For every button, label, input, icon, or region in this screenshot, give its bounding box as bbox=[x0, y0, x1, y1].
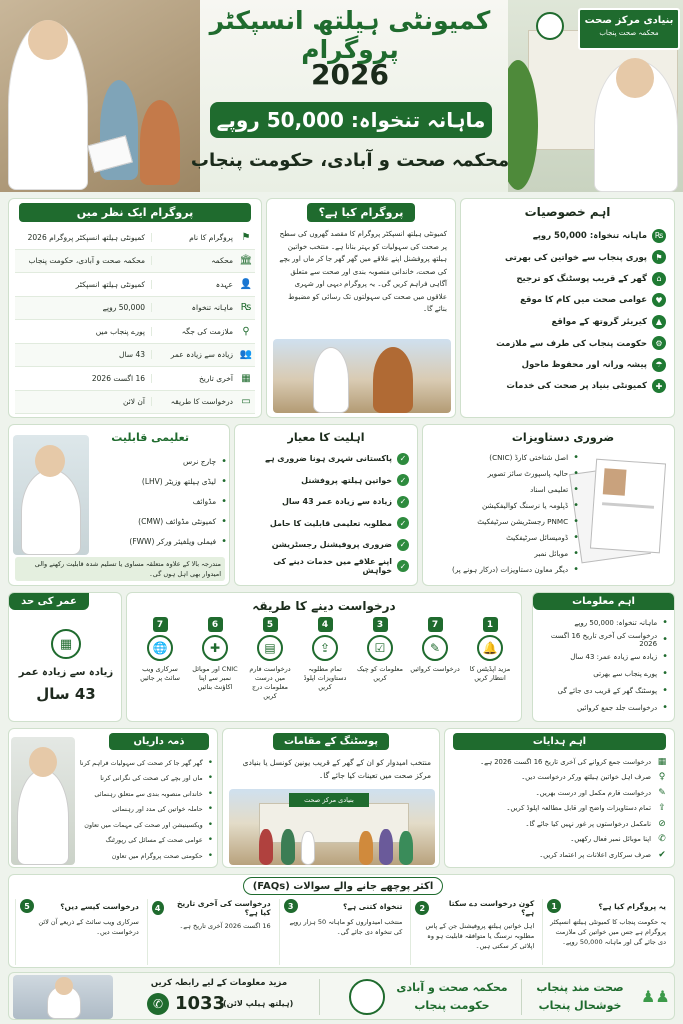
punjab-logo-icon bbox=[349, 979, 385, 1015]
overview-value: 16 اگست 2026 bbox=[91, 373, 145, 383]
eligibility-text: اپنے علاقے میں خدمات دینے کی خواہش bbox=[273, 557, 392, 576]
overview-row bbox=[15, 391, 255, 415]
eligibility-item bbox=[243, 513, 409, 535]
checklist-icon: ☑ bbox=[367, 635, 393, 661]
guidelines-title: اہم ہدایات bbox=[453, 733, 666, 750]
guidelines-card bbox=[444, 728, 675, 868]
document-text: PNMC رجسٹریشن سرٹیفکیٹ bbox=[477, 516, 569, 526]
process-step bbox=[245, 617, 295, 717]
overview-row bbox=[15, 320, 255, 344]
about-card bbox=[266, 198, 456, 418]
bullet-icon: • bbox=[662, 668, 668, 679]
guideline-text: درخواست فارم مکمل اور درست بھریں۔ bbox=[535, 788, 651, 797]
faq-answer: اہل خواتین ہیلتھ پروفیشنل جن کے پاس مطلوبہ نرسنگ یا متوافقہ قابلیت ہو وہ اپلائی کر سکتی ہیں۔ bbox=[425, 922, 535, 950]
guideline-text: درخواست جمع کروانے کی آخری تاریخ 16 اگست 2026 ہے۔ bbox=[480, 757, 651, 766]
feature-text: ماہانہ تنخواہ: 50,000 روپے bbox=[532, 231, 647, 242]
faq-item[interactable] bbox=[279, 899, 407, 965]
eligibility-item bbox=[243, 448, 409, 470]
overview-label: درخواست کا طریقہ bbox=[151, 397, 237, 406]
guideline-icon: ♀ bbox=[658, 772, 666, 783]
header-banner bbox=[0, 0, 683, 192]
overview-table bbox=[9, 226, 261, 414]
faq-number: 3 bbox=[284, 899, 298, 913]
faq-item[interactable] bbox=[15, 899, 143, 965]
feature-text: عوامی صحت میں کام کا موقع bbox=[520, 295, 647, 306]
feature-item bbox=[469, 311, 666, 333]
overview-row-icon: ▦ bbox=[241, 372, 251, 384]
duty-item bbox=[79, 771, 213, 787]
education-photo bbox=[13, 435, 89, 555]
info-text: درخواست کی آخری تاریخ 16 اگست 2026 bbox=[550, 631, 658, 648]
family-icon: ♟♟ bbox=[641, 987, 670, 1006]
overview-row-icon: ₨ bbox=[240, 302, 252, 314]
feature-item bbox=[469, 290, 666, 312]
overview-row-icon: ⚲ bbox=[242, 325, 250, 337]
eligibility-item bbox=[243, 491, 409, 513]
check-icon: ✓ bbox=[397, 453, 409, 465]
bullet-icon: • bbox=[573, 467, 579, 479]
faq-question: تنخواہ کتنی ہے؟ bbox=[343, 901, 403, 911]
age-text: زیادہ سے زیادہ عمر bbox=[18, 667, 114, 678]
education-item bbox=[95, 451, 227, 471]
guideline-item bbox=[451, 847, 668, 863]
step-label: درخواست فارم میں درست معلومات درج کریں bbox=[249, 665, 291, 700]
duty-item bbox=[79, 802, 213, 818]
step-number: 4 bbox=[318, 617, 333, 632]
duty-text: ویکسینیشن اور صحت کی مہمات میں تعاون bbox=[84, 820, 203, 829]
document-item bbox=[429, 545, 579, 561]
document-item bbox=[429, 561, 579, 577]
faq-answer: سرکاری ویب سائٹ کے ذریعے آن لائن درخواست دیں۔ bbox=[38, 918, 139, 936]
process-step bbox=[410, 617, 460, 717]
info-title: اہم معلومات bbox=[533, 593, 674, 610]
duties-photo bbox=[11, 737, 75, 865]
document-text: دیگر معاون دستاویزات (درکار ہونے پر) bbox=[452, 564, 569, 574]
documents-card bbox=[422, 424, 675, 586]
duty-item bbox=[79, 848, 213, 864]
guideline-icon: ✎ bbox=[658, 787, 666, 798]
process-step bbox=[300, 617, 350, 717]
overview-row-icon: 👥 bbox=[239, 349, 253, 361]
phone-icon: ✆ bbox=[147, 993, 169, 1015]
posting-text: منتخب امیدوار کو ان کے گھر کے قریب یونین کونسل یا بنیادی مرکز صحت میں تعینات کیا جائے گا۔ bbox=[242, 758, 431, 780]
overview-value: محکمہ صحت و آبادی، حکومت پنجاب bbox=[28, 256, 145, 266]
education-item bbox=[95, 531, 227, 551]
program-year: 2026 bbox=[311, 58, 389, 91]
guideline-icon: ⇪ bbox=[658, 803, 666, 814]
check-icon: ✓ bbox=[397, 517, 409, 529]
guideline-item bbox=[451, 816, 668, 832]
step-number: 7 bbox=[153, 617, 168, 632]
process-steps bbox=[135, 617, 515, 717]
about-photo bbox=[273, 339, 451, 413]
age-title: عمر کی حد bbox=[9, 593, 89, 610]
overview-label: عہدہ bbox=[151, 280, 237, 289]
program-title: کمیونٹی ہیلتھ انسپکٹر پروگرام bbox=[209, 6, 491, 64]
info-item bbox=[539, 631, 668, 648]
faq-item[interactable] bbox=[147, 899, 275, 965]
eligibility-text: مطلوبہ تعلیمی قابلیت کا حامل bbox=[269, 518, 392, 528]
document-item bbox=[429, 513, 579, 529]
age-value: 43 سال bbox=[36, 685, 96, 703]
education-item bbox=[95, 511, 227, 531]
step-label: معلومات کو چیک کریں bbox=[356, 665, 404, 682]
duties-card bbox=[8, 728, 218, 868]
guideline-text: اپنا موبائل نمبر فعال رکھیں۔ bbox=[570, 835, 651, 844]
contact-label: مزید معلومات کے لیے رابطہ کریں bbox=[150, 978, 288, 988]
document-text: تعلیمی اسناد bbox=[530, 484, 569, 494]
posting-card bbox=[222, 728, 440, 868]
faq-question-row bbox=[20, 899, 139, 913]
step-number: 6 bbox=[208, 617, 223, 632]
overview-value: 50,000 روپے bbox=[102, 303, 145, 313]
document-text: ڈپلومہ یا نرسنگ کوالیفکیشن bbox=[481, 500, 569, 510]
eligibility-list bbox=[235, 448, 417, 577]
step-number: 1 bbox=[483, 617, 498, 632]
guideline-text: صرف سرکاری اعلانات پر اعتماد کریں۔ bbox=[539, 850, 651, 859]
features-list bbox=[461, 225, 674, 397]
education-text: چارج نرس bbox=[182, 456, 217, 466]
eligibility-item bbox=[243, 470, 409, 492]
process-step bbox=[190, 617, 240, 717]
feature-item bbox=[469, 268, 666, 290]
overview-card bbox=[8, 198, 262, 418]
feature-icon: ✚ bbox=[652, 379, 666, 393]
guideline-text: نامکمل درخواستوں پر غور نہیں کیا جائے گا۔ bbox=[525, 819, 651, 828]
duty-item bbox=[79, 833, 213, 849]
posting-photo bbox=[229, 789, 435, 865]
faq-question-row bbox=[152, 899, 271, 917]
check-icon: ✓ bbox=[397, 496, 409, 508]
guideline-icon: ✆ bbox=[658, 834, 666, 845]
info-text: پورے پنجاب سے بھرتی bbox=[593, 669, 658, 678]
step-label: مزید اپڈیٹس کا انتظار کریں bbox=[469, 665, 511, 682]
overview-row-icon: ▭ bbox=[241, 396, 251, 408]
bullet-icon: • bbox=[573, 547, 579, 559]
footer-govt: حکومت پنجاب bbox=[414, 999, 490, 1012]
process-title: درخواست دینے کا طریقہ bbox=[252, 599, 396, 613]
globe-icon: 🌐 bbox=[147, 635, 173, 661]
eligibility-item bbox=[243, 534, 409, 556]
header-photo-right bbox=[508, 0, 683, 192]
features-card bbox=[460, 198, 675, 418]
duty-text: حکومتی صحت پروگرام میں تعاون bbox=[111, 851, 203, 860]
guidelines-list bbox=[445, 754, 674, 863]
duty-text: حاملہ خواتین کی مدد اور رہنمائی bbox=[112, 805, 203, 814]
education-text: مڈوائف bbox=[192, 496, 217, 506]
guideline-icon: ▦ bbox=[657, 756, 667, 767]
feature-item bbox=[469, 247, 666, 269]
info-text: درخواست جلد جمع کروائیں bbox=[576, 703, 658, 712]
overview-label: پروگرام کا نام bbox=[151, 233, 237, 242]
bullet-icon: • bbox=[573, 499, 579, 511]
process-card bbox=[126, 592, 522, 722]
eligibility-text: زیادہ سے زیادہ عمر 43 سال bbox=[281, 497, 392, 507]
faq-number: 2 bbox=[415, 901, 429, 915]
bullet-icon: • bbox=[221, 455, 227, 467]
overview-label: محکمہ bbox=[151, 256, 237, 265]
feature-icon: ₨ bbox=[652, 229, 666, 243]
overview-title: پروگرام ایک نظر میں bbox=[19, 203, 251, 222]
education-title: تعلیمی قابلیت bbox=[111, 431, 189, 444]
overview-label: ماہانہ تنخواہ bbox=[151, 303, 237, 312]
guideline-item bbox=[451, 770, 668, 786]
form-icon: ✎ bbox=[422, 635, 448, 661]
posting-title: پوسٹنگ کے مقامات bbox=[273, 733, 389, 750]
feature-icon: ☂ bbox=[652, 358, 666, 372]
footer-slogan-1: صحت مند پنجاب bbox=[536, 981, 624, 994]
bullet-icon: • bbox=[573, 515, 579, 527]
faq-number: 5 bbox=[20, 899, 34, 913]
faq-item[interactable] bbox=[410, 899, 538, 965]
info-text: ماہانہ تنخواہ: 50,000 روپے bbox=[574, 618, 658, 627]
bullet-icon: • bbox=[207, 835, 213, 846]
document-text: اصل شناختی کارڈ (CNIC) bbox=[489, 452, 569, 462]
step-label: سرکاری ویب سائٹ پر جائیں bbox=[140, 665, 180, 682]
guideline-item bbox=[451, 754, 668, 770]
education-text: لیڈی ہیلتھ وزیٹر (LHV) bbox=[141, 476, 217, 486]
feature-item bbox=[469, 225, 666, 247]
bullet-icon: • bbox=[207, 819, 213, 830]
education-note: مندرجہ بالا کے علاوہ متعلقہ مساوی یا تسلیم شدہ قابلیت رکھنے والی امیدوار بھی اہل ہوں گی۔ bbox=[15, 557, 225, 581]
documents-title: ضروری دستاویزات bbox=[511, 431, 615, 444]
faq-answer: 16 اگست 2026 آخری تاریخ ہے۔ bbox=[179, 922, 271, 930]
faq-card bbox=[8, 874, 675, 968]
feature-item bbox=[469, 354, 666, 376]
info-text: پوسٹنگ گھر کے قریب دی جائے گی bbox=[557, 686, 658, 695]
info-item bbox=[539, 614, 668, 631]
posting-sign: بنیادی مرکز صحت bbox=[289, 793, 369, 807]
education-list bbox=[95, 451, 227, 551]
overview-row-icon: 👤 bbox=[239, 278, 253, 290]
eligibility-item bbox=[243, 556, 409, 578]
faq-question: درخواست کی آخری تاریخ کیا ہے؟ bbox=[176, 899, 271, 917]
bullet-icon: • bbox=[573, 531, 579, 543]
faq-item[interactable] bbox=[542, 899, 670, 965]
overview-label: آخری تاریخ bbox=[151, 374, 237, 383]
age-card bbox=[8, 592, 122, 722]
education-text: فیملی ویلفیئر ورکر (FWW) bbox=[129, 536, 217, 546]
overview-row-icon: ⚑ bbox=[241, 231, 251, 243]
features-title: اہم خصوصیات bbox=[524, 205, 611, 219]
bullet-icon: • bbox=[662, 634, 668, 645]
add-user-icon: ✚ bbox=[202, 635, 228, 661]
feature-text: حکومت پنجاب کی طرف سے ملازمت bbox=[496, 338, 647, 349]
feature-icon: ♥ bbox=[652, 293, 666, 307]
bullet-icon: • bbox=[207, 757, 213, 768]
duties-list bbox=[79, 755, 213, 864]
documents-list bbox=[429, 449, 579, 577]
step-label: تمام مطلوبہ دستاویزات اپلوڈ کریں bbox=[303, 665, 347, 691]
duty-text: عوامی صحت کے مسائل کی رپورٹنگ bbox=[105, 836, 203, 845]
bullet-icon: • bbox=[662, 702, 668, 713]
bullet-icon: • bbox=[207, 788, 213, 799]
bullet-icon: • bbox=[573, 563, 579, 575]
bullet-icon: • bbox=[221, 515, 227, 527]
feature-text: گھر کے قریب پوسٹنگ کو ترجیح bbox=[516, 274, 647, 285]
faq-answer: یہ حکومت پنجاب کا کمیونٹی ہیلتھ انسپکٹر پروگرام ہے جس میں خواتین کی ملازمت دی جائے گی اور ماہانہ 50,000 روپے۔ bbox=[550, 918, 666, 946]
step-number: 3 bbox=[373, 617, 388, 632]
bullet-icon: • bbox=[207, 773, 213, 784]
step-label: CNIC اور موبائل نمبر سے اپنا اکاؤنٹ بنائیں bbox=[192, 665, 238, 691]
overview-value: کمیونٹی ہیلتھ انسپکٹر پروگرام 2026 bbox=[27, 232, 145, 242]
duties-title: ذمہ داریاں bbox=[109, 733, 209, 750]
step-number: 7 bbox=[428, 617, 443, 632]
overview-value: پورے پنجاب میں bbox=[95, 326, 145, 336]
upload-icon: ⇪ bbox=[312, 635, 338, 661]
logo-icon bbox=[536, 12, 564, 40]
header-photo-left bbox=[0, 0, 200, 192]
process-step bbox=[135, 617, 185, 717]
duty-text: ماں اور بچے کی صحت کی نگرانی کرنا bbox=[100, 774, 203, 783]
document-icon: ▤ bbox=[257, 635, 283, 661]
guideline-item bbox=[451, 801, 668, 817]
bullet-icon: • bbox=[662, 651, 668, 662]
guideline-text: تمام دستاویزات واضح اور قابل مطالعہ اپلوڈ کریں۔ bbox=[506, 804, 651, 813]
guideline-icon: ⊘ bbox=[658, 818, 666, 829]
overview-row bbox=[15, 344, 255, 368]
bullet-icon: • bbox=[207, 804, 213, 815]
feature-text: پوری پنجاب سے خواتین کی بھرتی bbox=[505, 252, 647, 263]
faq-question: یہ پروگرام کیا ہے؟ bbox=[598, 901, 666, 911]
check-icon: ✓ bbox=[397, 539, 409, 551]
duty-text: گھر گھر جا کر صحت کی سہولیات فراہم کرنا bbox=[79, 758, 203, 767]
step-label: درخواست کروائیں bbox=[410, 665, 460, 673]
info-list bbox=[533, 610, 674, 720]
overview-row bbox=[15, 250, 255, 274]
check-icon: ✓ bbox=[397, 474, 409, 486]
document-item bbox=[429, 481, 579, 497]
duty-text: خاندانی منصوبہ بندی سے متعلق رہنمائی bbox=[94, 789, 203, 798]
overview-row-icon: 🏛 bbox=[239, 255, 253, 267]
document-item bbox=[429, 465, 579, 481]
process-step bbox=[355, 617, 405, 717]
step-number: 5 bbox=[263, 617, 278, 632]
calendar-icon: ▦ bbox=[51, 629, 81, 659]
faq-question: کون درخواست دے سکتا ہے؟ bbox=[448, 899, 535, 917]
feature-text: کمیونٹی بنیاد پر صحت کی خدمات bbox=[506, 381, 647, 392]
about-text: کمیونٹی ہیلتھ انسپکٹر پروگرام کا مقصد گھروں کی سطح پر صحت کی سہولیات کو بہتر بنانا ہے۔ منتخب خواتین ہیلتھ پروفشنل اپنے علاقے میں گھر گھر جا کر ماں اور بچے کی صحت، خاندانی منصوبہ بندی اور صحت سے متعلق آگاہی فراہم کریں گی۔ یہ پروگرام دیہی اور شہری علاقوں میں صحت کی سہولتوں تک رسائی کو مضبوط بنائے گا۔ bbox=[279, 230, 447, 313]
document-text: حالیہ پاسپورٹ سائز تصویر bbox=[487, 468, 569, 478]
info-card bbox=[532, 592, 675, 722]
info-item bbox=[539, 699, 668, 716]
overview-value: آن لائن bbox=[122, 397, 145, 407]
overview-label: ملازمت کی جگہ bbox=[151, 327, 237, 336]
feature-icon: ⚙ bbox=[652, 336, 666, 350]
process-step bbox=[465, 617, 515, 717]
education-card bbox=[8, 424, 230, 586]
info-item bbox=[539, 665, 668, 682]
department-subtitle: محکمہ صحت و آبادی، حکومت پنجاب bbox=[190, 150, 510, 171]
helpline-photo bbox=[13, 975, 113, 1019]
eligibility-title: اہلیت کا معیار bbox=[287, 431, 365, 444]
bullet-icon: • bbox=[662, 617, 668, 628]
eligibility-card bbox=[234, 424, 418, 586]
feature-text: کیریئر گروتھ کے مواقع bbox=[551, 317, 647, 328]
feature-icon: ⚑ bbox=[652, 250, 666, 264]
documents-illustration bbox=[575, 455, 671, 565]
education-text: کمیونٹی مڈوائف (CMW) bbox=[138, 516, 217, 526]
eligibility-text: خواتین ہیلتھ پروفشنل bbox=[301, 475, 392, 485]
guideline-item bbox=[451, 832, 668, 848]
feature-icon: ⌂ bbox=[652, 272, 666, 286]
duty-item bbox=[79, 817, 213, 833]
faq-question-row bbox=[415, 899, 534, 917]
education-item bbox=[95, 491, 227, 511]
feature-item bbox=[469, 333, 666, 355]
duty-item bbox=[79, 786, 213, 802]
check-icon: ✓ bbox=[397, 560, 409, 572]
about-title: پروگرام کیا ہے؟ bbox=[307, 203, 415, 222]
faq-question-row bbox=[547, 899, 666, 913]
faq-answer: منتخب امیدواروں کو ماہانہ 50 ہزار روپے کی تنخواہ دی جائے گی۔ bbox=[289, 918, 403, 936]
education-item bbox=[95, 471, 227, 491]
guideline-icon: ✔ bbox=[658, 849, 666, 860]
footer-dept: محکمہ صحت و آبادی bbox=[396, 981, 508, 994]
bullet-icon: • bbox=[221, 475, 227, 487]
helpline-label: (ہیلتھ ہیلپ لائن) bbox=[223, 999, 294, 1008]
document-item bbox=[429, 449, 579, 465]
bullet-icon: • bbox=[207, 850, 213, 861]
info-item bbox=[539, 682, 668, 699]
faq-number: 1 bbox=[547, 899, 561, 913]
overview-row bbox=[15, 297, 255, 321]
faq-question-row bbox=[284, 899, 403, 913]
bell-icon: 🔔 bbox=[477, 635, 503, 661]
faq-list bbox=[15, 899, 670, 965]
overview-row bbox=[15, 367, 255, 391]
eligibility-text: ضروری پروفیشنل رجسٹریشن bbox=[271, 540, 392, 550]
bullet-icon: • bbox=[662, 685, 668, 696]
overview-value: 43 سال bbox=[119, 350, 145, 360]
faq-question: درخواست کیسے دیں؟ bbox=[60, 901, 139, 911]
bullet-icon: • bbox=[221, 535, 227, 547]
bullet-icon: • bbox=[221, 495, 227, 507]
eligibility-text: پاکستانی شہری ہونا ضروری ہے bbox=[265, 454, 392, 464]
feature-icon: ▲ bbox=[652, 315, 666, 329]
document-item bbox=[429, 497, 579, 513]
bullet-icon: • bbox=[573, 451, 579, 463]
feature-item bbox=[469, 376, 666, 398]
duty-item bbox=[79, 755, 213, 771]
footer-slogan-2: خوشحال پنجاب bbox=[538, 999, 622, 1012]
bullet-icon: • bbox=[573, 483, 579, 495]
health-center-sign: بنیادی مرکز صحت محکمہ صحت پنجاب bbox=[578, 8, 680, 50]
salary-badge: ماہانہ تنخواہ: 50,000 روپے bbox=[210, 102, 492, 138]
overview-row bbox=[15, 226, 255, 250]
footer bbox=[8, 972, 675, 1020]
document-item bbox=[429, 529, 579, 545]
faq-number: 4 bbox=[152, 901, 164, 915]
guideline-text: صرف اہل خواتین ہیلتھ ورکر درخواست دیں۔ bbox=[521, 773, 651, 782]
helpline-number[interactable]: 1033 bbox=[175, 993, 226, 1014]
feature-text: پیشہ ورانہ اور محفوظ ماحول bbox=[521, 360, 647, 371]
document-text: ڈومیسائل سرٹیفکیٹ bbox=[506, 532, 569, 542]
overview-value: کمیونٹی ہیلتھ انسپکٹر bbox=[75, 279, 145, 289]
overview-label: زیادہ سے زیادہ عمر bbox=[151, 350, 237, 359]
document-text: موبائل نمبر bbox=[534, 548, 569, 558]
info-text: زیادہ سے زیادہ عمر: 43 سال bbox=[570, 652, 658, 661]
guideline-item bbox=[451, 785, 668, 801]
overview-row bbox=[15, 273, 255, 297]
info-item bbox=[539, 648, 668, 665]
faq-title: اکثر پوچھے جانے والے سوالات (FAQs) bbox=[243, 877, 443, 895]
